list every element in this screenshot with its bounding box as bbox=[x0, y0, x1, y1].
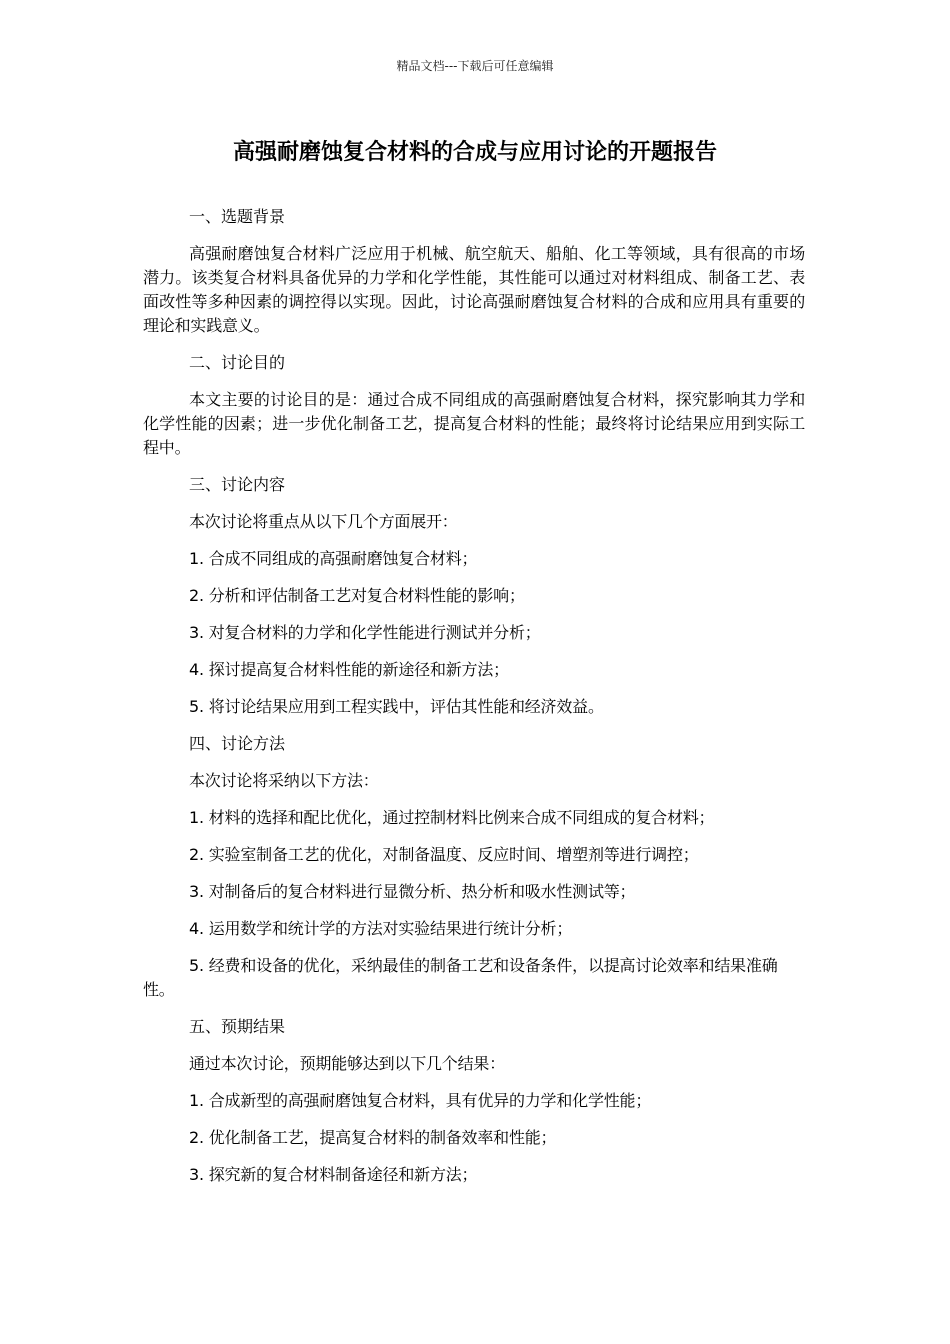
list-item: 5. 将讨论结果应用到工程实践中，评估其性能和经济效益。 bbox=[189, 697, 604, 716]
list-item: 1. 材料的选择和配比优化，通过控制材料比例来合成不同组成的复合材料； bbox=[189, 808, 715, 827]
list-item: 1. 合成不同组成的高强耐磨蚀复合材料； bbox=[189, 549, 478, 568]
list-item: 1. 合成新型的高强耐磨蚀复合材料，具有优异的力学和化学性能； bbox=[189, 1091, 652, 1110]
list-item: 2. 分析和评估制备工艺对复合材料性能的影响； bbox=[189, 586, 525, 605]
section-heading-results: 五、预期结果 bbox=[189, 1017, 286, 1036]
list-item: 3. 对复合材料的力学和化学性能进行测试并分析； bbox=[189, 623, 541, 642]
header-note: 精品文档---下载后可任意编辑 bbox=[396, 59, 554, 73]
results-intro: 通过本次讨论，预期能够达到以下几个结果： bbox=[189, 1054, 506, 1073]
document-body bbox=[143, 205, 805, 1200]
section-heading-purpose: 二、讨论目的 bbox=[189, 353, 286, 372]
list-item: 2. 实验室制备工艺的优化，对制备温度、反应时间、增塑剂等进行调控； bbox=[189, 845, 699, 864]
section-heading-background: 一、选题背景 bbox=[189, 207, 286, 226]
list-item: 3. 探究新的复合材料制备途径和新方法； bbox=[189, 1165, 478, 1184]
purpose-paragraph: 本文主要的讨论目的是：通过合成不同组成的高强耐磨蚀复合材料，探究影响其力学和化学性能的因素；进一步优化制备工艺，提高复合材料的性能；最终将讨论结果应用到实际工程中。 bbox=[143, 390, 805, 457]
content-intro: 本次讨论将重点从以下几个方面展开： bbox=[189, 512, 458, 531]
document-title: 高强耐磨蚀复合材料的合成与应用讨论的开题报告 bbox=[232, 140, 717, 165]
list-item: 4. 探讨提高复合材料性能的新途径和新方法； bbox=[189, 660, 509, 679]
methods-intro: 本次讨论将采纳以下方法： bbox=[189, 771, 379, 790]
list-item: 3. 对制备后的复合材料进行显微分析、热分析和吸水性测试等； bbox=[189, 882, 636, 901]
section-heading-methods: 四、讨论方法 bbox=[189, 734, 286, 753]
section-heading-content: 三、讨论内容 bbox=[189, 475, 286, 494]
list-item: 2. 优化制备工艺，提高复合材料的制备效率和性能； bbox=[189, 1128, 557, 1147]
background-paragraph: 高强耐磨蚀复合材料广泛应用于机械、航空航天、船舶、化工等领域，具有很高的市场潜力。该类复合材料具备优异的力学和化学性能，其性能可以通过对材料组成、制备工艺、表面改性等多种因素的调控得以实现。因此，讨论高强耐磨蚀复合材料的合成和应用具有重要的理论和实践意义。 bbox=[143, 244, 805, 335]
list-item: 4. 运用数学和统计学的方法对实验结果进行统计分析； bbox=[189, 919, 573, 938]
list-item: 5. 经费和设备的优化，采纳最佳的制备工艺和设备条件，以提高讨论效率和结果准确性。 bbox=[143, 956, 778, 999]
